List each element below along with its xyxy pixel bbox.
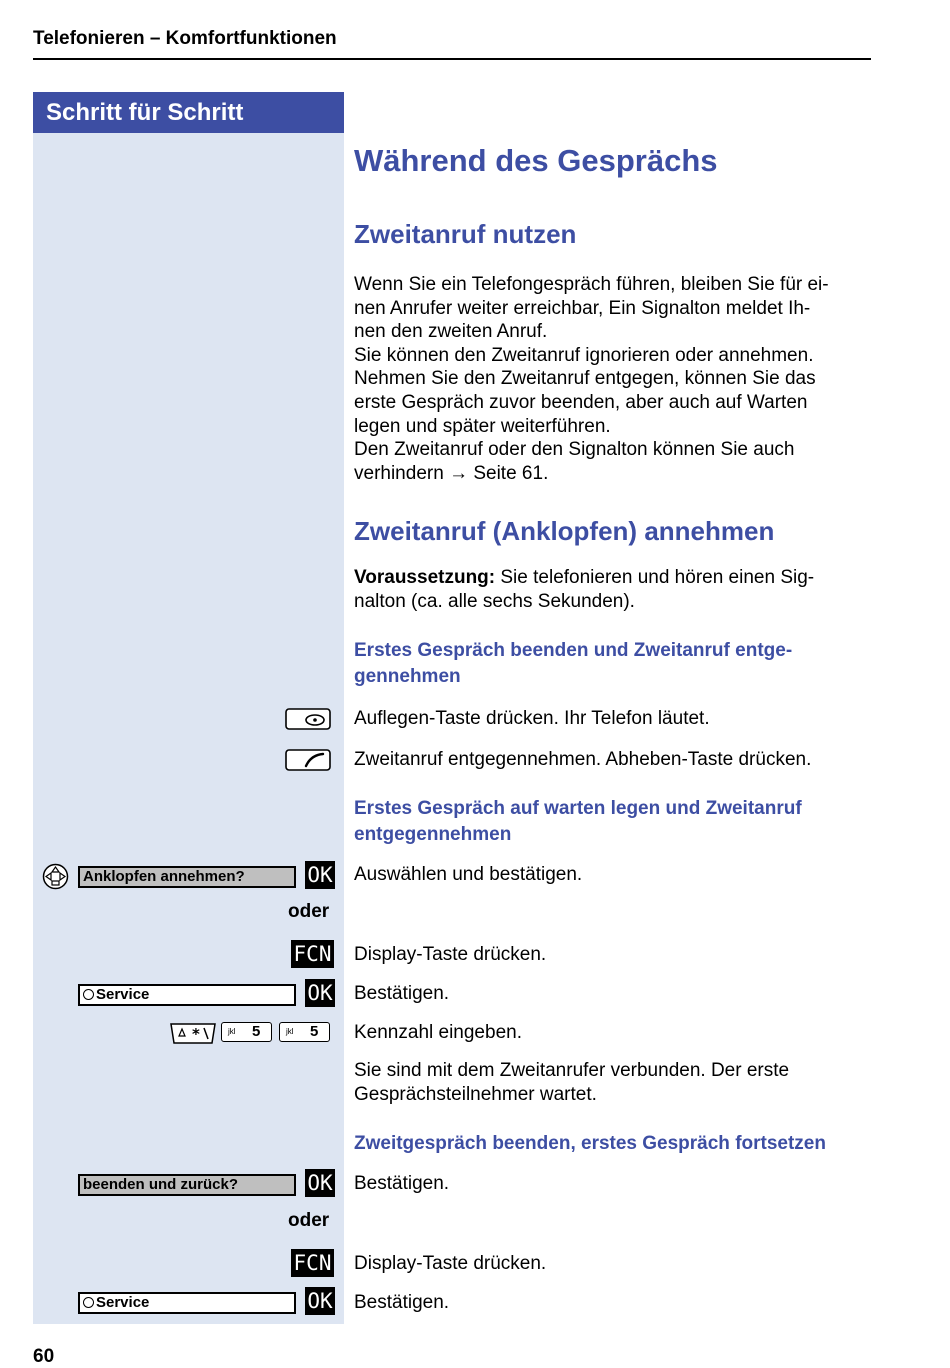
oder-label: oder [288,1210,330,1231]
page-title: Während des Gesprächs [354,143,718,178]
connected-note [354,1059,872,1106]
body-line: Nehmen Sie den Zweitanruf entgegen, können Sie das [354,368,816,390]
radio-circle-icon [83,989,94,1000]
body-line: erste Gespräch zuvor beenden, aber auch auf Warten [354,391,808,413]
page-reference-link[interactable]: Seite 61. [473,462,549,484]
key-letters: jkl [286,1027,294,1036]
section-heading-anklopfen: Zweitanruf (Anklopfen) annehmen [354,516,775,546]
subheading-line: entgegennehmen [354,824,512,845]
body-line: nen den zweiten Anruf. [354,321,548,343]
key-letters: jkl [228,1027,236,1036]
subheading-line: Erstes Gespräch auf warten legen und Zweitanruf [354,798,802,819]
body-line: legen und später weiterführen. [354,415,611,437]
step-confirm: Bestätigen. [354,1173,450,1194]
display-service[interactable] [78,1292,296,1314]
key-digit: 5 [252,1023,261,1040]
display-beenden-und-zurueck[interactable]: beenden und zurück? [78,1174,296,1196]
section1-body [354,273,872,485]
body-line: Gesprächsteilnehmer wartet. [354,1083,597,1105]
display-anklopfen-annehmen[interactable]: Anklopfen annehmen? [78,866,296,888]
step-pickup: Zweitanruf entgegennehmen. Abheben-Taste drücken. [354,749,812,770]
radio-circle-icon [83,1297,94,1308]
page-number: 60 [33,1346,55,1367]
subheading-line: gennehmen [354,666,461,687]
display-service[interactable] [78,984,296,1006]
ok-button[interactable]: OK [305,861,335,889]
body-text: verhindern [354,462,450,484]
prerequisite [354,566,872,613]
step-confirm: Bestätigen. [354,983,450,1004]
step-display-key: Display-Taste drücken. [354,944,547,965]
pickup-key-icon [285,749,331,771]
hangup-key-icon [285,708,331,730]
body-line: Wenn Sie ein Telefongespräch führen, bleiben Sie für ei- [354,274,829,295]
oder-label: oder [288,901,330,922]
body-line: nen Anrufer weiter erreichbar, Ein Signalton meldet Ih- [354,297,811,319]
step-display-key: Display-Taste drücken. [354,1253,547,1274]
ok-button[interactable]: OK [305,979,335,1007]
arrow-right-icon: → [449,462,469,484]
step-confirm: Bestätigen. [354,1292,450,1313]
subheading-line: Erstes Gespräch beenden und Zweitanruf entge- [354,640,793,661]
body-line: Sie können den Zweitanruf ignorieren oder annehmen. [354,344,814,366]
step-enter-code: Kennzahl eingeben. [354,1022,522,1043]
star-key-icon[interactable] [170,1022,216,1044]
sidebar-title: Schritt für Schritt [33,92,344,133]
key-5[interactable] [221,1022,272,1042]
prerequisite-text: Sie telefonieren und hören einen Sig- [495,567,815,588]
navigator-icon[interactable] [42,863,69,890]
key-5[interactable] [279,1022,330,1042]
section-heading-zweitanruf-nutzen: Zweitanruf nutzen [354,219,577,249]
display-text: Service [96,1294,150,1311]
key-digit: 5 [310,1023,319,1040]
ok-button[interactable]: OK [305,1287,335,1315]
ok-button[interactable]: OK [305,1169,335,1197]
display-text: Service [96,986,150,1003]
running-header: Telefonieren – Komfortfunktionen [33,28,337,49]
fcn-button[interactable]: FCN [291,940,334,968]
subheading-hold-first-call [354,796,869,848]
body-line: Sie sind mit dem Zweitanrufer verbunden. Der erste [354,1060,790,1081]
header-rule [33,58,871,60]
prerequisite-label: Voraussetzung: [354,567,496,588]
svg-text:*: * [192,1025,200,1043]
step-hangup: Auflegen-Taste drücken. Ihr Telefon läutet. [354,708,710,729]
subheading-end-second-call: Zweitgespräch beenden, erstes Gespräch fortsetzen [354,1133,826,1154]
fcn-button[interactable]: FCN [291,1249,334,1277]
prerequisite-text: nalton (ca. alle sechs Sekunden). [354,590,635,612]
step-select-confirm: Auswählen und bestätigen. [354,864,583,885]
subheading-end-first-call [354,638,869,690]
body-line: Den Zweitanruf oder den Signalton können Sie auch [354,439,795,461]
body-line-with-link [354,462,872,486]
